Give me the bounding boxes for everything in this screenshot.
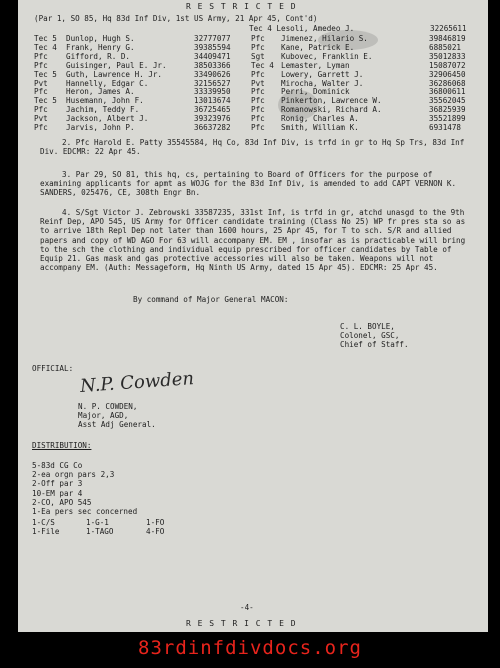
roster-cell-n1: Gifford, R. D.	[66, 51, 131, 61]
roster-row	[34, 87, 474, 96]
roster-cell-n1: Dunlop, Hugh S.	[66, 34, 135, 43]
signer-rank: Major, AGD,	[78, 411, 129, 420]
roster-cell-n2: Kubovec, Franklin E.	[281, 51, 373, 61]
roster-cell-n2: Kane, Patrick E.	[281, 42, 355, 52]
restricted-header: R E S T R I C T E D	[186, 2, 297, 11]
roster-cell-n1: Guisinger, Paul E. Jr.	[66, 60, 167, 70]
roster-cell-s2: 39846819	[429, 34, 466, 43]
roster-row	[34, 114, 474, 123]
roster-cell-n1: Husemann, John F.	[66, 96, 144, 106]
roster-cell-n1: Jackson, Albert J.	[66, 114, 149, 124]
watermark-url: 83rdinfdivdocs.org	[138, 637, 362, 659]
roster-cell-n2: Pinkerton, Lawrence W.	[281, 96, 382, 106]
roster-cell-r2: Pfc	[251, 42, 265, 52]
signer-name: N. P. COWDEN,	[78, 402, 138, 411]
roster-cell-s1: 33339950	[194, 87, 231, 97]
official-label: OFFICIAL:	[32, 364, 74, 373]
roster-cell-r2: Tec 4	[251, 60, 274, 70]
roster-cell-n2: Lemaster, Lyman	[281, 60, 350, 70]
roster-cell-s2: 36825939	[429, 105, 466, 115]
distribution-grid-cell: 1-G-1	[86, 518, 109, 527]
roster-row	[34, 34, 474, 43]
roster-cell-n2: Mirocha, Walter J.	[281, 78, 364, 88]
roster-cell-r1: Pfc	[34, 87, 48, 97]
roster-cell-n1: Guth, Lawrence H. Jr.	[66, 69, 163, 79]
paragraph-4: 4. S/Sgt Victor J. Zebrowski 33587235, 331st Inf, is trfd in gr, atchd unasgd to the 9th Reinf Dep, APO 545, US Army for Officer candidate training (Class No 25) WP fr pres sta so as to arrive 18th Repl Dep not later than 1600 hours, 25 Apr 45, for T to sch. S/R and allied papers and copy of WD AGO For 63 will accompany EM. EM , insofar as is practicable will bring to the sch the clothing and individual equip prescribed for officer candidates by Table of Equip 21. Gas mask and gas protective accessories will also be taken. Weapons will not accompany EM. (Auth: Messageform, Hq Ninth US Army, dated 15 Apr 45). EDCMR: 25 Apr 45.	[40, 208, 466, 273]
roster-cell-r2: Sgt	[251, 51, 265, 61]
roster-cell-s1: 33490626	[194, 69, 231, 79]
paragraph-2: 2. Pfc Harold E. Patty 35545584, Hq Co, 83d Inf Div, is trfd in gr to Hq Sp Trs, 83d Inf Div. EDCMR: 22 Apr 45.	[40, 138, 465, 157]
roster-cell-s2: 35521899	[429, 114, 466, 124]
roster-row	[34, 96, 474, 105]
roster-row	[34, 105, 474, 114]
distribution-grid-cell: 1-TAGO	[86, 527, 114, 537]
distribution-grid-cell: 1-File	[32, 527, 60, 537]
roster-cell-r2: Pfc	[251, 87, 265, 97]
roster-cell-n2: Lowery, Garrett J.	[281, 69, 364, 79]
roster-cell-r1: Pfc	[34, 51, 48, 61]
roster-cell-r2: Pfc	[251, 34, 265, 43]
roster-cell-r1: Tec 5	[34, 69, 57, 79]
roster-cell-s2: 6885021	[429, 42, 462, 52]
roster-cell-r1: Tec 4	[34, 42, 57, 52]
paragraph-3: 3. Par 29, SO 81, this hq, cs, pertaining to Board of Officers for the purpose of examining applicants for apmt as WOJG for the 83d Inf Div, is amended to add CAPT VERNON K. SANDERS, 025476, CE, 308th Engr Bn.	[40, 170, 457, 198]
roster-cell-s2: 32906450	[429, 69, 466, 79]
roster-cell-s2: 6931478	[429, 123, 462, 132]
roster-cell-r1: Pfc	[34, 105, 48, 115]
roster-cell-n1: Jarvis, John P.	[66, 123, 135, 132]
roster-cell-r1: Tec 5	[34, 96, 57, 106]
roster-row	[34, 43, 474, 52]
handwritten-signature: N.P. Cowden	[79, 368, 195, 397]
roster-overflow-serial: 32265611	[430, 24, 467, 33]
roster-cell-r2: Pvt	[251, 78, 265, 88]
roster-cell-r2: Pfc	[251, 96, 265, 106]
roster-cell-s2: 35012833	[429, 51, 466, 61]
roster-row	[34, 79, 474, 88]
roster-cell-s1: 36725465	[194, 105, 231, 115]
page-number: -4-	[240, 603, 254, 612]
roster-overflow-entry: Tec 4 Lesoli, Amedeo J.	[249, 24, 355, 33]
chief-name: C. L. BOYLE,	[340, 322, 395, 331]
roster-cell-s1: 32156527	[194, 78, 231, 88]
distribution-grid-cell: 1-FO	[146, 518, 165, 527]
chief-rank: Colonel, GSC,	[340, 331, 400, 340]
roster-cell-s2: 35562045	[429, 96, 466, 106]
roster-cell-s1: 39385594	[194, 42, 231, 52]
restricted-footer: R E S T R I C T E D	[186, 619, 297, 628]
distribution-grid-cell: 4-FO	[146, 527, 165, 537]
roster-cell-s1: 39323976	[194, 114, 231, 124]
distribution-line: 2-Off par 3	[32, 479, 83, 489]
distribution-line: 2-ea orgn pars 2,3	[32, 470, 115, 480]
distribution-line: 10-EM par 4	[32, 488, 83, 498]
distribution-line: 2-CO, APO 545	[32, 497, 92, 507]
roster-cell-n1: Jachim, Teddy F.	[66, 105, 140, 115]
document-sheet	[18, 0, 488, 632]
distribution-grid-cell: 1-C/S	[32, 518, 55, 527]
signer-title: Asst Adj General.	[78, 420, 156, 429]
roster-cell-s1: 32777077	[194, 34, 231, 43]
roster-cell-r1: Tec 5	[34, 34, 57, 43]
distribution-line: 5-83d CG Co	[32, 461, 83, 470]
roster-row	[34, 52, 474, 61]
continuation-line: (Par 1, SO 85, Hq 83d Inf Div, 1st US Army, 21 Apr 45, Cont'd)	[34, 14, 318, 23]
roster-cell-s1: 36637282	[194, 123, 231, 132]
roster-cell-s2: 36800611	[429, 87, 466, 97]
roster-cell-r2: Pfc	[251, 123, 265, 132]
roster-cell-r1: Pfc	[34, 60, 48, 70]
roster-cell-s1: 13013674	[194, 96, 231, 106]
roster-row	[34, 123, 474, 132]
roster-cell-n2: Ronig, Charles A.	[281, 114, 359, 124]
roster-cell-n2: Romanowski, Richard A.	[281, 105, 382, 115]
roster-cell-s2: 36286068	[429, 78, 466, 88]
roster-cell-s1: 34409471	[194, 51, 231, 61]
roster-cell-n2: Jimenez, Hilario S.	[281, 34, 368, 43]
roster-cell-n1: Frank, Henry G.	[66, 42, 135, 52]
roster-cell-r2: Pfc	[251, 105, 265, 115]
command-line: By command of Major General MACON:	[133, 295, 289, 304]
roster-cell-n2: Perri, Dominick	[281, 87, 350, 97]
chief-title: Chief of Staff.	[340, 340, 409, 349]
roster-row	[34, 70, 474, 79]
roster-cell-r2: Pfc	[251, 69, 265, 79]
roster-cell-n1: Heron, James A.	[66, 87, 135, 97]
roster-cell-s1: 38503366	[194, 60, 231, 70]
roster-cell-r1: Pvt	[34, 114, 48, 124]
roster-cell-r2: Pfc	[251, 114, 265, 124]
roster-row	[34, 61, 474, 70]
roster-cell-n1: Hannelly, Edgar C.	[66, 78, 149, 88]
roster-cell-s2: 15087072	[429, 60, 466, 70]
roster-cell-r1: Pfc	[34, 123, 48, 132]
distribution-line: 1-Ea pers sec concerned	[32, 507, 138, 516]
roster-cell-n2: Smith, William K.	[281, 123, 359, 132]
distribution-label: DISTRIBUTION:	[32, 441, 92, 450]
roster-cell-r1: Pvt	[34, 78, 48, 88]
